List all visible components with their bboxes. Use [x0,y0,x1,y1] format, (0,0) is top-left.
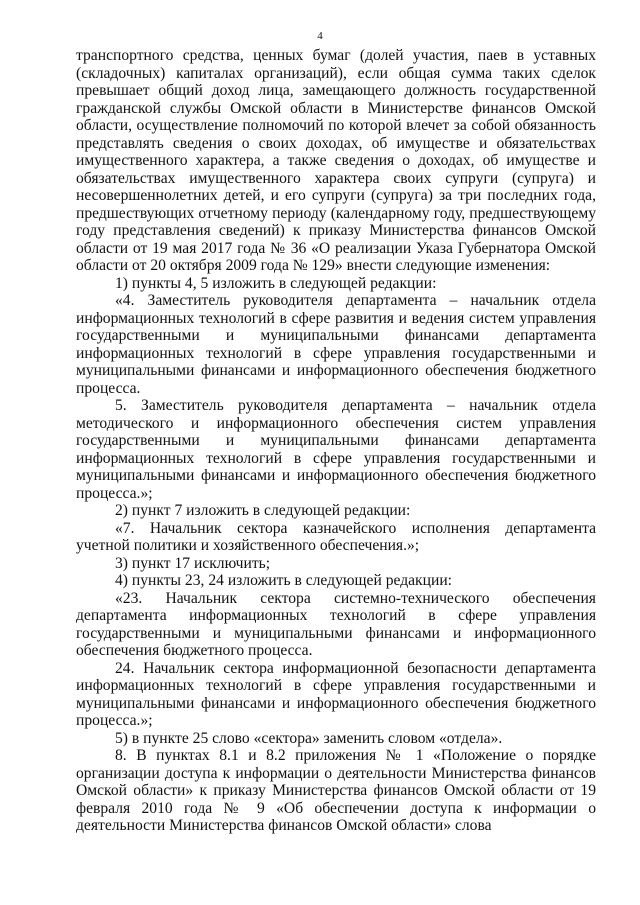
paragraph-point-7: «7. Начальник сектора казначейского исполнения департамента учетной политики и хозяйственного обеспечения.»; [76,519,596,554]
paragraph-point-23: «23. Начальник сектора системно-технического обеспечения департамента информационных технологий в сфере управления государственными и муниципальными финансами и информационного обеспечения бюджетного процесса. [76,589,596,659]
paragraph-point-5: 5. Заместитель руководителя департамента – начальник отдела методического и информационного обеспечения систем управления государственными и муниципальными финансами департамента информационных технологий в сфере управления государственными и муниципальными финансами и информационного обеспечения бюджетного процесса.»; [76,397,596,502]
paragraph-item-2: 2) пункт 7 изложить в следующей редакции: [115,502,411,519]
paragraph-section-8: 8. В пунктах 8.1 и 8.2 приложения № 1 «Положение о порядке организации доступа к информации о деятельности Министерства финансов Омской области» к приказу Министерства финансов Омской области от 19 февраля 2010 года № 9 «Об обеспечении доступа к информации о деятельности Министерства финансов Омской области» слова [76,747,596,834]
document-body [76,47,596,835]
paragraph-item-5: 5) в пункте 25 слово «сектора» заменить словом «отдела». [115,729,503,747]
paragraph-continuation: транспортного средства, ценных бумаг (долей участия, паев в уставных (складочных) капиталах организаций), если общая сумма таких сделок превышает общий доход лица, замещающего должность государственной гражданской службы Омской области в Министерстве финансов Омской области, осуществление полномочий по которой влечет за собой обязанность представлять сведения о своих доходах, об имуществе и обязательствах имущественного характера, а также сведения о доходах, об имуществе и обязательствах имущественного характера своих супруги (супруга) и несовершеннолетних детей, и его супруги (супруга) за три последних года, предшествующих отчетному периоду (календарному году, предшествующему году представления сведений) к приказу Министерства финансов Омской области от 19 мая 2017 года № 36 «О реализации Указа Губернатора Омской области от 20 октября 2009 года № 129» внести следующие изменения: [76,47,596,274]
paragraph-point-4: «4. Заместитель руководителя департамента – начальник отдела информационных технологий в сфере развития и ведения систем управления государственными и муниципальными финансами департамента информационных технологий в сфере управления государственными и муниципальными финансами и информационного обеспечения бюджетного процесса. [76,292,596,397]
paragraph-item-3: 3) пункт 17 исключить; [115,554,271,572]
paragraph-point-24: 24. Начальник сектора информационной безопасности департамента информационных технологий в сфере управления государственными и муниципальными финансами и информационного обеспечения бюджетного процесса.»; [76,659,596,729]
paragraph-item-1: 1) пункты 4, 5 изложить в следующей редакции: [115,274,437,292]
paragraph-item-4: 4) пункты 23, 24 изложить в следующей редакции: [115,572,453,589]
page-number: 4 [317,30,323,42]
